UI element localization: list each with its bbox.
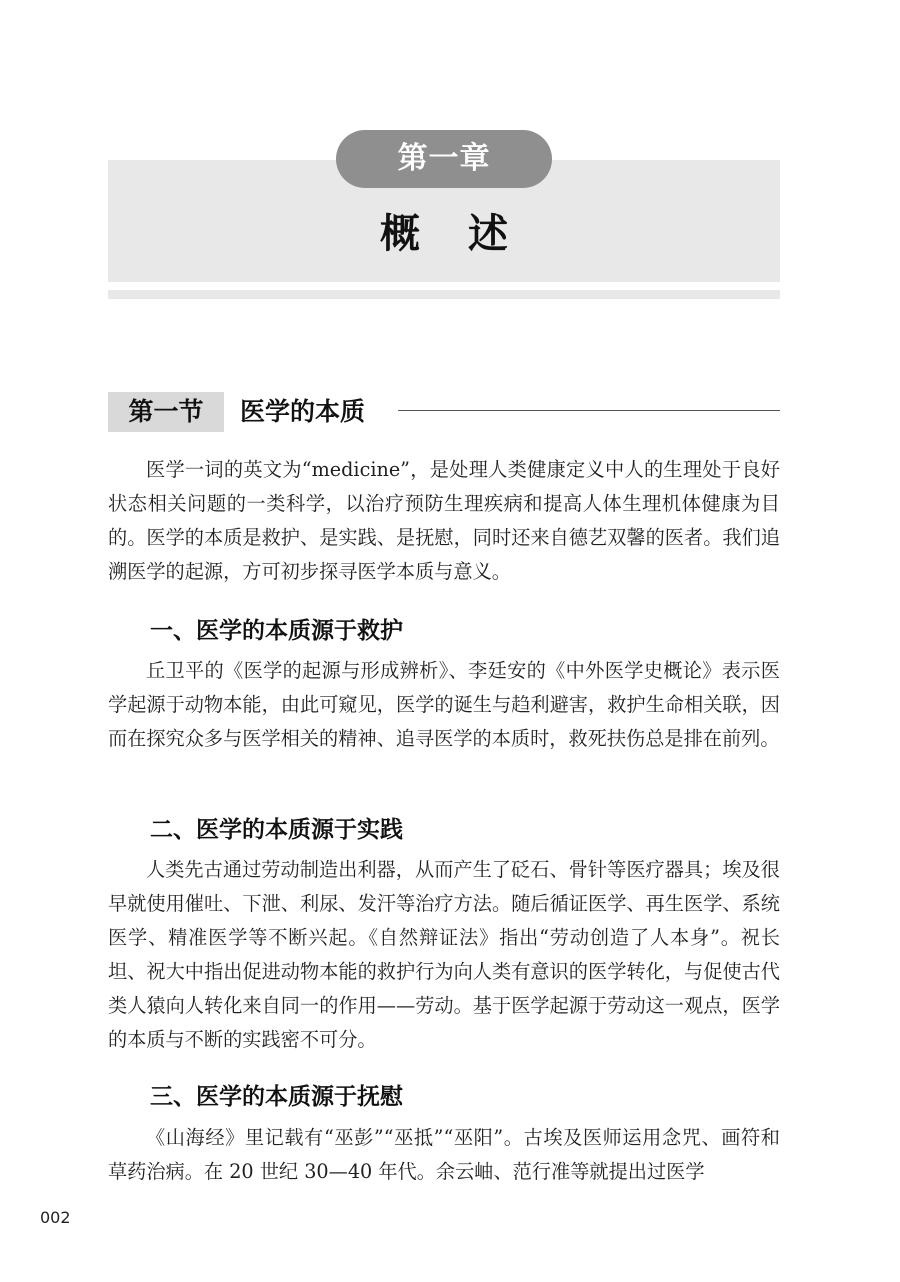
chapter-header-underbar xyxy=(108,290,780,299)
intro-paragraph: 医学一词的英文为“medicine”，是处理人类健康定义中人的生理处于良好状态相关问题的一类科学，以治疗预防生理疾病和提高人体生理机体健康为目的。医学的本质是救护、是实践、是抚慰，同时还来自德艺双馨的医者。我们追溯医学的起源，方可初步探寻医学本质与意义。 xyxy=(108,458,780,583)
subsection-heading-2: 二、医学的本质源于实践 xyxy=(150,816,403,843)
section-label: 第一节 xyxy=(108,392,224,432)
section-divider xyxy=(398,410,780,411)
chapter-title: 概述 xyxy=(380,211,556,257)
subsection-heading-1: 一、医学的本质源于救护 xyxy=(150,617,403,644)
subsection-paragraph-1: 丘卫平的《医学的起源与形成辨析》、李廷安的《中外医学史概论》表示医学起源于动物本能，由此可窥见，医学的诞生与趋利避害，救护生命相关联，因而在探究众多与医学相关的精神、追寻医学的本质时，救死扶伤总是排在前列。 xyxy=(108,659,780,750)
page-number: 002 xyxy=(40,1208,71,1227)
subsection-paragraph-3: 《山海经》里记载有“巫彭”“巫抵”“巫阳”。古埃及医师运用念咒、画符和草药治病。在 20 世纪 30—40 年代。余云岫、范行准等就提出过医学 xyxy=(108,1126,780,1183)
section-title: 医学的本质 xyxy=(240,397,366,426)
subsection-heading-3: 三、医学的本质源于抚慰 xyxy=(150,1083,403,1110)
chapter-number-badge: 第一章 xyxy=(336,130,552,188)
subsection-paragraph-2: 人类先古通过劳动制造出利器，从而产生了砭石、骨针等医疗器具；埃及很早就使用催吐、下泄、利尿、发汗等治疗方法。随后循证医学、再生医学、系统医学、精准医学等不断兴起。《自然辩证法》指出“劳动创造了人本身”。祝长坦、祝大中指出促进动物本能的救护行为向人类有意识的医学转化，与促使古代类人猿向人转化来自同一的作用——劳动。基于医学起源于劳动这一观点，医学的本质与不断的实践密不可分。 xyxy=(108,858,780,1051)
